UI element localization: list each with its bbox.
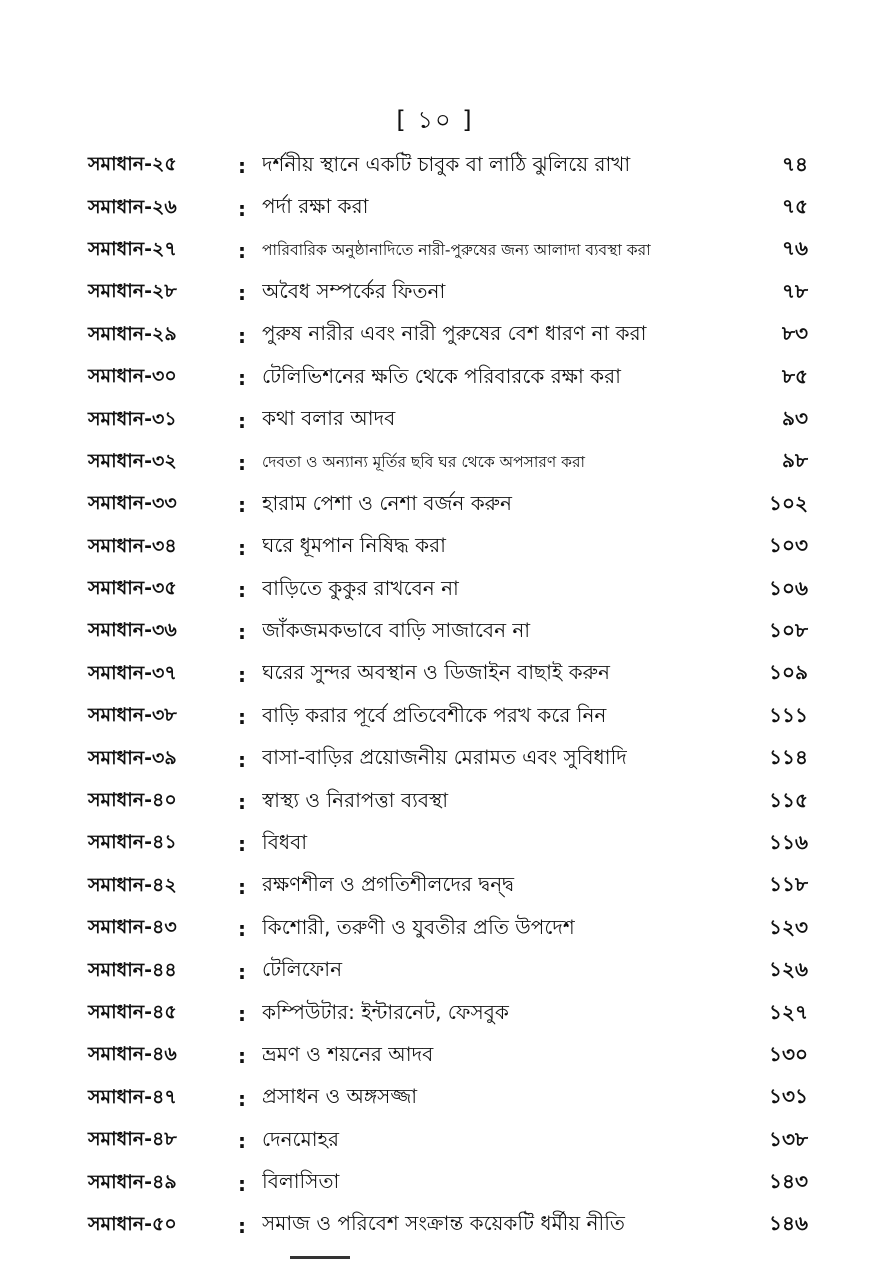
toc-row [88,442,808,484]
toc-entry-page: ১১১ [769,702,808,727]
toc-entry-label: সমাধান-৩০ [88,365,177,388]
toc-entry-title: পর্দা রক্ষা করা [262,194,369,219]
toc-entry-page: ১১৬ [769,829,808,854]
toc-entry-title: হারাম পেশা ও নেশা বর্জন করুন [262,490,512,515]
toc-entry-page: ৮৩ [782,321,808,346]
toc-entry-label: সমাধান-৩৮ [88,704,177,727]
toc-entry-colon: : [238,620,246,645]
toc-entry-label: সমাধান-৩৩ [88,492,177,515]
toc-row [88,1120,808,1162]
toc-row [88,187,808,229]
toc-entry-colon: : [238,281,246,306]
toc-entry-page: ১১৫ [769,787,808,812]
toc-entry-colon: : [238,874,246,899]
toc-entry-colon: : [238,493,246,518]
toc-entry-page: ১২৩ [769,914,808,939]
toc-row [88,315,808,357]
toc-entry-title: বাসা-বাড়ির প্রয়োজনীয় মেরামত এবং সুবিধাদি [262,745,627,770]
toc-entry-label: সমাধান-৩৪ [88,534,177,557]
toc-entry-title: বিধবা [262,829,307,854]
toc-row [88,866,808,908]
toc-row [88,357,808,399]
toc-entry-colon: : [238,1129,246,1154]
toc-row [88,950,808,992]
toc-entry-title: ঘরে ধূমপান নিষিদ্ধ করা [262,533,446,558]
toc-row [88,569,808,611]
toc-entry-title: দর্শনীয় স্থানে একটি চাবুক বা লাঠি ঝুলিয়ে রাখা [262,151,631,176]
toc-entry-page: ৮৫ [782,363,808,388]
toc-entry-colon: : [238,705,246,730]
toc-entry-colon: : [238,578,246,603]
toc-entry-label: সমাধান-৩২ [88,449,177,472]
toc-entry-colon: : [238,1213,246,1238]
toc-entry-label: সমাধান-৩৭ [88,661,177,684]
toc-entry-page: ১০৮ [769,617,808,642]
toc-entry-colon: : [238,238,246,263]
cut-off-next-line [290,1250,380,1261]
toc-entry-label: সমাধান-৩৬ [88,619,177,642]
toc-entry-page: ৭৫ [782,194,808,219]
toc-row [88,908,808,950]
toc-entry-colon: : [238,1171,246,1196]
toc-entry-label: সমাধান-৫০ [88,1212,177,1235]
toc-entry-label: সমাধান-২৮ [88,280,177,303]
toc-entry-label: সমাধান-৪৭ [88,1085,177,1108]
toc-entry-label: সমাধান-৪৫ [88,1001,177,1023]
toc-entry-colon: : [238,450,246,475]
toc-entry-title: অবৈধ সম্পর্কের ফিতনা [262,278,446,303]
toc-entry-page: ৭৪ [782,151,808,176]
toc-entry-page: ১২৬ [769,957,808,982]
toc-entry-colon: : [238,832,246,857]
toc-entry-label: সমাধান-৩৯ [88,746,177,769]
toc-row [88,781,808,823]
toc-entry-colon: : [238,1044,246,1069]
toc-entry-label: সমাধান-২৫ [88,153,177,176]
toc-entry-title: পুরুষ নারীর এবং নারী পুরুষের বেশ ধারণ না করা [262,321,647,346]
toc-row [88,611,808,653]
toc-row [88,993,808,1035]
toc-entry-title: বাড়ি করার পূর্বে প্রতিবেশীকে পরখ করে নিন [262,702,607,727]
toc-entry-title: ভ্রমণ ও শয়নের আদব [262,1041,434,1066]
toc-entry-label: সমাধান-৪০ [88,789,177,812]
toc-row [88,823,808,865]
toc-entry-page: ১২৭ [769,999,808,1024]
toc-entry-colon: : [238,959,246,984]
toc-entry-title: দেনমোহর [262,1126,340,1151]
toc-entry-page: ৯৩ [782,406,808,431]
toc-entry-page: ১৪৬ [769,1211,808,1236]
toc-entry-page: ১০৩ [769,533,808,558]
toc-entry-page: ১০৯ [769,660,808,685]
toc-entry-page: ১৩৮ [769,1126,808,1151]
toc-entry-colon: : [238,790,246,815]
toc-entry-title: কথা বলার আদব [262,406,396,431]
toc-entry-label: সমাধান-৩৫ [88,577,177,600]
toc-entry-title: টেলিফোন [262,957,343,982]
toc-entry-label: সমাধান-২৭ [88,237,177,260]
toc-entry-title: জাঁকজমকভাবে বাড়ি সাজাবেন না [262,617,531,642]
toc-entry-colon: : [238,662,246,687]
toc-entry-colon: : [238,1002,246,1026]
toc-entry-page: ১৪৩ [769,1169,808,1194]
toc-row [88,145,808,187]
toc-entry-title: কিশোরী, তরুণী ও যুবতীর প্রতি উপদেশ [262,914,575,939]
toc-entry-label: সমাধান-৪৬ [88,1043,177,1066]
toc-entry-colon: : [238,535,246,560]
toc-entry-colon: : [238,366,246,391]
toc-entry-label: সমাধান-৪৯ [88,1170,177,1193]
toc-entry-colon: : [238,1086,246,1111]
toc-entry-title: রক্ষণশীল ও প্রগতিশীলদের দ্বন্দ্ব [262,872,515,897]
toc-entry-label: সমাধান-৪৪ [88,958,177,981]
toc-row [88,1205,808,1247]
toc-entry-colon: : [238,154,246,179]
toc-row [88,696,808,738]
toc-entry-page: ১৩০ [769,1041,808,1066]
toc-row [88,230,808,272]
toc-entry-title: কম্পিউটার: ইন্টারনেট, ফেসবুক [262,999,509,1024]
toc-entry-page: ১৩১ [769,1084,808,1109]
toc-row [88,399,808,441]
toc-entry-label: সমাধান-৪১ [88,831,177,854]
toc-row [88,1078,808,1120]
toc-entry-title: স্বাস্থ্য ও নিরাপত্তা ব্যবস্থা [262,787,449,812]
table-of-contents [88,145,808,1247]
toc-entry-page: ১১৪ [769,745,808,770]
toc-entry-colon: : [238,408,246,433]
page-number: [ ১০ ] [396,106,474,134]
toc-entry-page: ১০৬ [769,575,808,600]
toc-entry-title: ঘরের সুন্দর অবস্থান ও ডিজাইন বাছাই করুন [262,660,610,685]
toc-entry-page: ৭৬ [781,236,808,261]
toc-entry-title: প্রসাধন ও অঙ্গসজ্জা [262,1084,418,1109]
toc-entry-title: পারিবারিক অনুষ্ঠানাদিতে নারী-পুরুষের জন্য আলাদা ব্যবস্থা করা [262,240,651,259]
toc-entry-label: সমাধান-২৬ [88,195,177,218]
toc-entry-colon: : [238,196,246,221]
toc-entry-page: ৯৮ [782,448,808,473]
toc-entry-colon: : [238,323,246,348]
toc-entry-label: সমাধান-২৯ [88,322,177,345]
toc-entry-title: বিলাসিতা [262,1169,340,1194]
toc-entry-page: ১১৮ [769,872,808,897]
toc-row [88,272,808,314]
toc-entry-colon: : [238,917,246,942]
toc-row [88,527,808,569]
toc-row [88,738,808,780]
toc-entry-title: টেলিভিশনের ক্ষতি থেকে পরিবারকে রক্ষা করা [262,363,621,388]
toc-row [88,654,808,696]
toc-entry-label: সমাধান-৪২ [88,873,177,896]
toc-entry-page: ১০২ [769,490,808,515]
toc-entry-label: সমাধান-৪৮ [88,1128,177,1151]
toc-entry-title: দেবতা ও অন্যান্য মূর্তির ছবি ঘর থেকে অপসারণ করা [262,452,586,471]
toc-row [88,484,808,526]
toc-row [88,1035,808,1077]
toc-entry-page: ৭৮ [782,278,808,303]
toc-entry-title: সমাজ ও পরিবেশ সংক্রান্ত কয়েকটি ধর্মীয় নীতি [262,1211,625,1236]
toc-row [88,1162,808,1204]
toc-entry-colon: : [238,747,246,772]
toc-entry-title: বাড়িতে কুকুর রাখবেন না [262,575,459,600]
toc-entry-label: সমাধান-৪৩ [88,916,177,939]
toc-entry-label: সমাধান-৩১ [88,407,177,430]
